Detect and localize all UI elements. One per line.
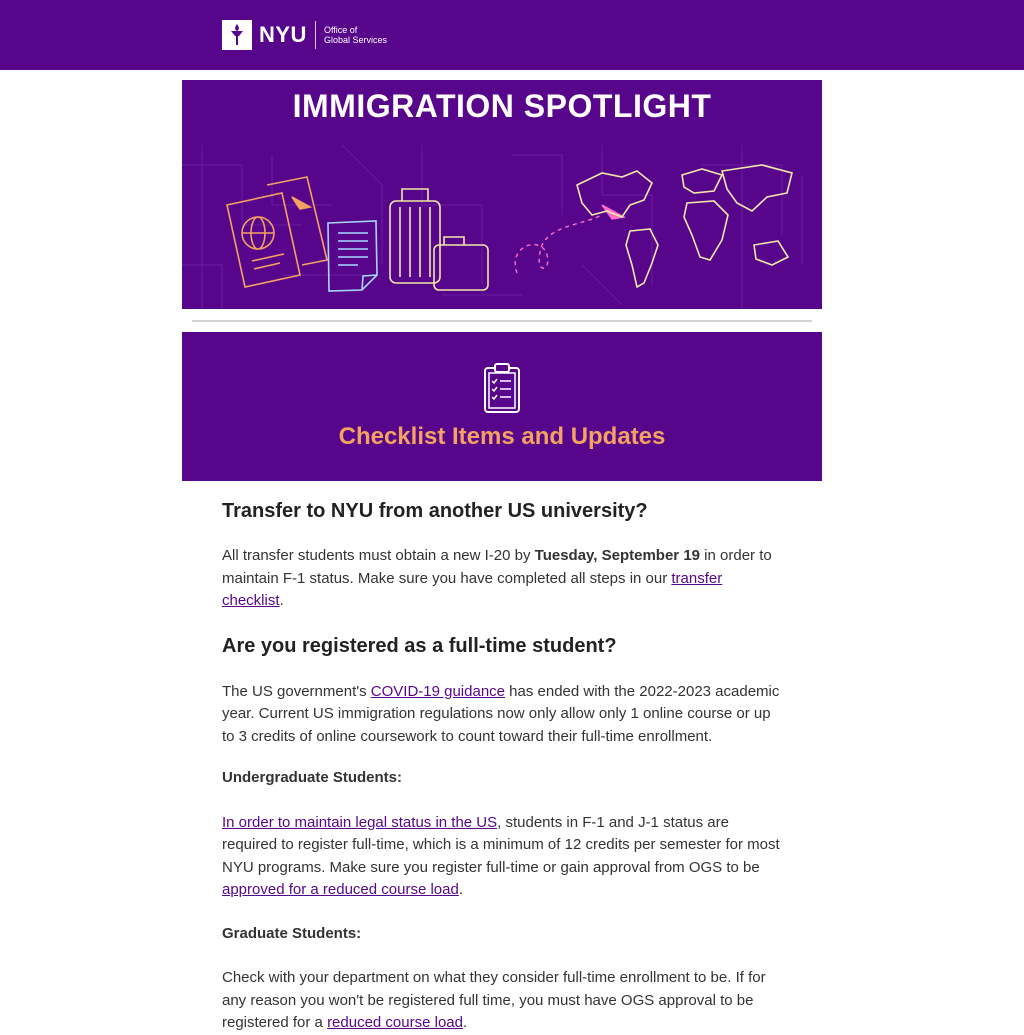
nyu-ogs-logo[interactable]	[222, 19, 387, 50]
world-map-icon	[577, 165, 792, 287]
office-line-1: Office of	[323, 24, 358, 35]
immigration-spotlight-banner	[182, 80, 822, 309]
office-name	[324, 25, 387, 45]
nyu-torch-icon	[222, 20, 252, 50]
checklist-section-header	[182, 332, 822, 481]
grad-paragraph	[222, 967, 782, 1035]
clipboard-checklist-icon	[482, 362, 522, 414]
transfer-text-2: in order to maintain F-1 status. Make sure you have completed all steps in our	[222, 547, 772, 587]
airplane-icon	[515, 205, 624, 273]
logo-divider	[315, 21, 316, 49]
undergrad-text: , students in F-1 and J-1 status are required to register full-time, which is a minimum of 12 credits per semester for most NYU programs. Make sure you register full-time or gain approval from OGS to be	[222, 813, 780, 876]
fulltime-text-1: The US government's	[222, 682, 371, 700]
transfer-deadline: Tuesday, September 19	[534, 547, 701, 564]
grad-reduced-load-link[interactable]: reduced course load	[327, 1014, 463, 1031]
banner-title: IMMIGRATION SPOTLIGHT	[292, 88, 712, 124]
document-icon	[328, 221, 377, 291]
grad-end: .	[463, 1014, 468, 1031]
transfer-paragraph	[222, 545, 782, 613]
undergrad-paragraph	[222, 812, 782, 902]
section-divider	[192, 320, 812, 322]
undergrad-end: .	[458, 881, 463, 898]
email-content	[222, 500, 782, 1035]
legal-status-link[interactable]: In order to maintain legal status in the US	[222, 813, 498, 831]
fulltime-paragraph	[222, 681, 782, 749]
banner-illustration	[182, 145, 822, 309]
covid-guidance-link[interactable]: COVID-19 guidance	[370, 682, 506, 700]
office-line-2: Global Services	[323, 34, 387, 45]
fulltime-text-2: has ended with the 2022-2023 academic year. Current US immigration regulations now only allow only 1 online course or up to 3 credits of online coursework to count toward their full-time enrollment.	[222, 682, 780, 745]
reduced-load-link[interactable]: approved for a reduced course load	[222, 881, 459, 898]
luggage-icon	[390, 189, 488, 290]
nyu-wordmark: NYU	[259, 21, 307, 47]
grad-text: Check with your department on what they consider full-time enrollment to be. If for any reason you won't be registered full time, you must have OGS approval to be registered for a	[222, 969, 766, 1031]
transfer-heading: Transfer to NYU from another US university?	[222, 500, 648, 522]
section-title: Checklist Items and Updates	[338, 423, 666, 450]
transfer-checklist-link[interactable]: transfer checklist	[222, 569, 723, 609]
grad-label: Graduate Students:	[222, 924, 362, 942]
transfer-text-1: All transfer students must obtain a new I-20 by	[222, 547, 535, 564]
fulltime-heading: Are you registered as a full-time student?	[222, 634, 617, 657]
undergrad-label: Undergraduate Students:	[222, 769, 403, 786]
transfer-end: .	[279, 592, 284, 609]
header-bar	[0, 0, 1024, 70]
